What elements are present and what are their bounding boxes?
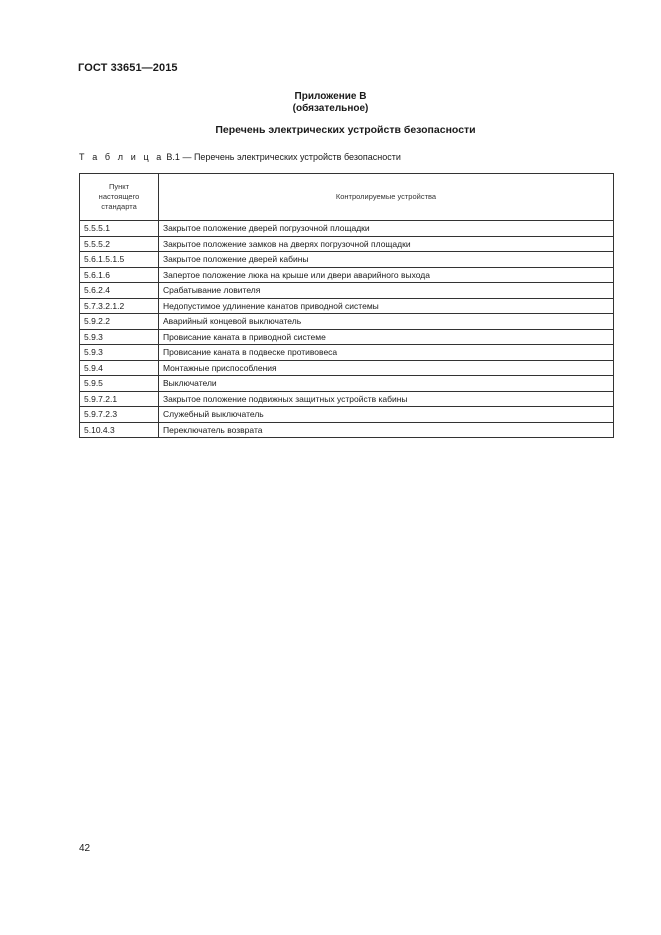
- column-header-clause-line: Пункт: [108, 182, 130, 191]
- table-caption-number: В.1: [166, 152, 180, 162]
- device-cell: Закрытое положение дверей погрузочной площадки: [159, 221, 614, 237]
- table-row: [80, 422, 614, 438]
- annex-label: Приложение В: [294, 91, 367, 102]
- column-header-clause: [80, 174, 159, 221]
- clause-cell: 5.9.5: [80, 376, 159, 392]
- device-cell: Выключатели: [159, 376, 614, 392]
- table-body: [80, 221, 614, 438]
- column-header-clause-line: стандарта: [101, 202, 137, 211]
- clause-cell: 5.9.3: [80, 345, 159, 361]
- device-cell: Срабатывание ловителя: [159, 283, 614, 299]
- clause-cell: 5.5.5.1: [80, 221, 159, 237]
- clause-cell: 5.7.3.2.1.2: [80, 298, 159, 314]
- table-row: [80, 298, 614, 314]
- table-caption-text: — Перечень электрических устройств безопасности: [182, 152, 401, 162]
- table-row: [80, 252, 614, 268]
- device-cell: Закрытое положение дверей кабины: [159, 252, 614, 268]
- device-cell: Провисание каната в подвеске противовеса: [159, 345, 614, 361]
- device-cell: Провисание каната в приводной системе: [159, 329, 614, 345]
- device-cell: Запертое положение люка на крыше или двери аварийного выхода: [159, 267, 614, 283]
- table-row: [80, 391, 614, 407]
- table-row: [80, 345, 614, 361]
- annex-title: Перечень электрических устройств безопасности: [215, 124, 476, 136]
- column-header-device: Контролируемые устройства: [159, 174, 614, 221]
- table-caption-prefix: Т а б л и ц а: [79, 152, 164, 162]
- clause-cell: 5.6.1.6: [80, 267, 159, 283]
- clause-cell: 5.9.2.2: [80, 314, 159, 330]
- annex-heading: [0, 91, 661, 115]
- device-cell: Служебный выключатель: [159, 407, 614, 423]
- table-row: [80, 407, 614, 423]
- table-header-row: [80, 174, 614, 221]
- table-row: [80, 360, 614, 376]
- clause-cell: 5.6.2.4: [80, 283, 159, 299]
- table-row: [80, 236, 614, 252]
- table-row: [80, 283, 614, 299]
- clause-cell: 5.10.4.3: [80, 422, 159, 438]
- table-row: [80, 221, 614, 237]
- clause-cell: 5.5.5.2: [80, 236, 159, 252]
- column-header-clause-line: настоящего: [98, 192, 140, 201]
- table-row: [80, 376, 614, 392]
- table-row: [80, 267, 614, 283]
- devices-table: [79, 173, 614, 438]
- annex-status: (обязательное): [292, 103, 369, 114]
- table-row: [80, 314, 614, 330]
- clause-cell: 5.6.1.5.1.5: [80, 252, 159, 268]
- document-standard-number: ГОСТ 33651—2015: [78, 62, 178, 74]
- device-cell: Аварийный концевой выключатель: [159, 314, 614, 330]
- device-cell: Закрытое положение подвижных защитных устройств кабины: [159, 391, 614, 407]
- table-caption: [79, 152, 401, 162]
- clause-cell: 5.9.4: [80, 360, 159, 376]
- device-cell: Переключатель возврата: [159, 422, 614, 438]
- clause-cell: 5.9.7.2.3: [80, 407, 159, 423]
- clause-cell: 5.9.7.2.1: [80, 391, 159, 407]
- device-cell: Недопустимое удлинение канатов приводной системы: [159, 298, 614, 314]
- device-cell: Монтажные приспособления: [159, 360, 614, 376]
- table-row: [80, 329, 614, 345]
- device-cell: Закрытое положение замков на дверях погрузочной площадки: [159, 236, 614, 252]
- page-number: 42: [79, 843, 91, 854]
- clause-cell: 5.9.3: [80, 329, 159, 345]
